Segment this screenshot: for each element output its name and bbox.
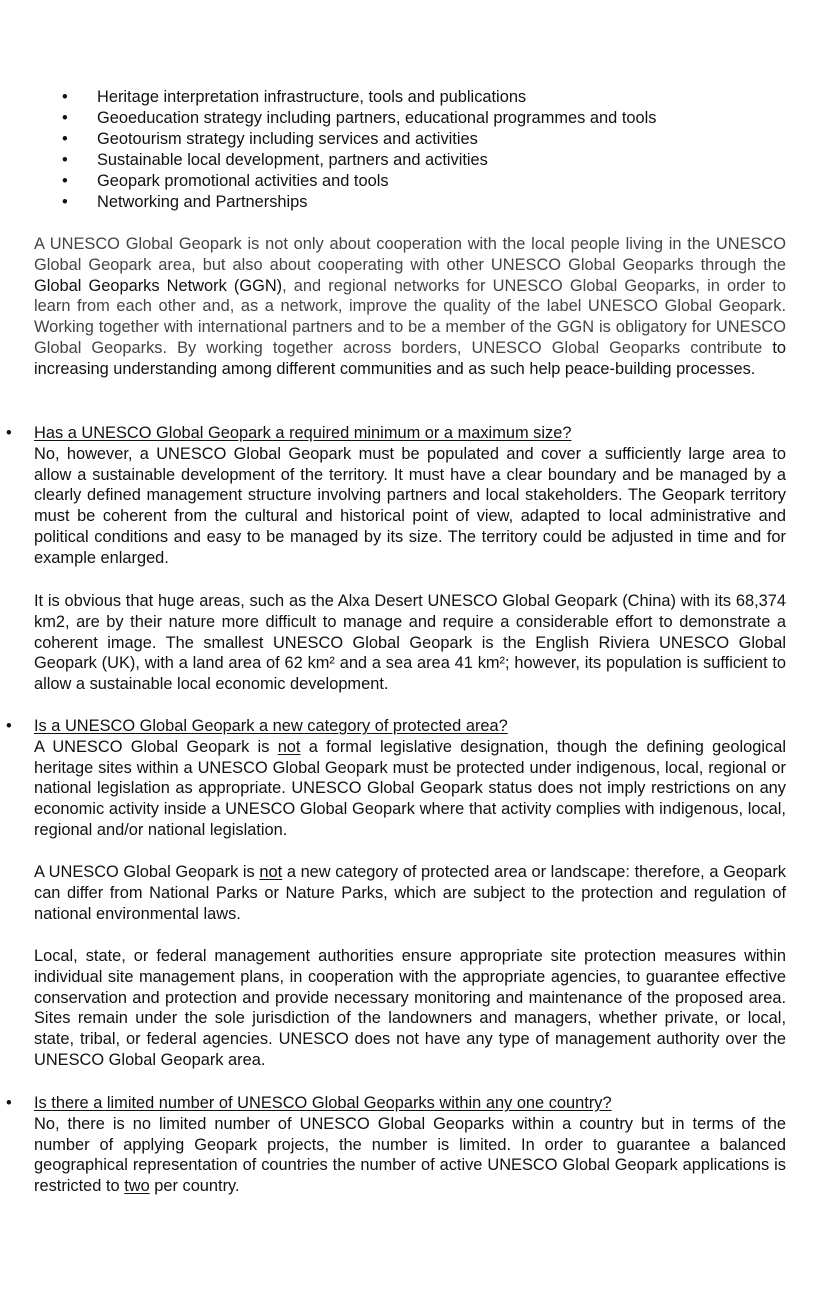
faq-answer-paragraph: A UNESCO Global Geopark is not a new category of protected area or landscape: therefore, a Geopark can differ from National Parks or Nature Parks, which are subject to the protection and regulation of national environmental laws. — [34, 863, 786, 923]
list-item: • Geopark promotional activities and tools — [62, 172, 389, 190]
faq-answer-paragraph: A UNESCO Global Geopark is not a formal legislative designation, though the defining geological heritage sites within a UNESCO Global Geopark must be protected under indigenous, local, regional or national legislation as appropriate. UNESCO Global Geopark status does not imply restrictions on any economic activity inside a UNESCO Global Geopark where that activity complies with indigenous, local, regional and/or national legislation. — [34, 737, 786, 839]
emphasis-not: not — [259, 863, 283, 881]
bullet-dot-icon: • — [62, 88, 68, 106]
bullet-dot-icon: • — [6, 717, 12, 735]
faq-question: Is there a limited number of UNESCO Global Geoparks within any one country? — [34, 1094, 612, 1112]
bullet-dot-icon: • — [6, 424, 12, 442]
list-item: • Sustainable local development, partners and activities — [62, 151, 488, 169]
faq-protected-area — [34, 716, 786, 841]
ggn-term: Global Geoparks Network (GGN) — [34, 276, 283, 295]
emphasis-not: not — [277, 737, 301, 756]
bullet-dot-icon: • — [62, 193, 68, 211]
faq-protected-area-paragraph-3 — [34, 946, 786, 1071]
faq-answer-paragraph: It is obvious that huge areas, such as the Alxa Desert UNESCO Global Geopark (China) with its 68,374 km2, are by their nature more difficult to manage and require a considerable effort to demonstrate a coherent image. The smallest UNESCO Global Geopark is the English Riviera UNESCO Global Geopark (UK), with a land area of 62 km² and a sea area 41 km²; however, its population is sufficient to allow a sustainable local economic development. — [34, 592, 786, 694]
bullet-dot-icon: • — [6, 1094, 12, 1112]
bullet-dot-icon: • — [62, 151, 68, 169]
faq-size-paragraph-2 — [34, 591, 786, 695]
faq-question: Has a UNESCO Global Geopark a required minimum or a maximum size? — [34, 424, 572, 442]
bullet-list — [0, 87, 656, 213]
faq-country-limit — [34, 1093, 786, 1197]
bullet-dot-icon: • — [62, 109, 68, 127]
list-item: • Geotourism strategy including services and activities — [62, 130, 478, 148]
list-item: • Heritage interpretation infrastructure, tools and publications — [62, 88, 527, 106]
bullet-dot-icon: • — [62, 130, 68, 148]
faq-size — [34, 423, 786, 569]
list-item: • Networking and Partnerships — [62, 193, 308, 211]
emphasis-two: two — [124, 1177, 150, 1196]
faq-question: Is a UNESCO Global Geopark a new category of protected area? — [34, 717, 508, 735]
faq-answer-paragraph: No, however, a UNESCO Global Geopark must be populated and cover a sufficiently large area to allow a sustainable development of the territory. It must have a clear boundary and be managed by a clearly defined management structure involving partners and local stakeholders. The Geopark territory must be coherent from the cultural and historical point of view, adapted to local administrative and political conditions and easy to be managed by its size. The territory could be adjusted in time and for example enlarged. — [34, 444, 786, 567]
faq-answer-paragraph: No, there is no limited number of UNESCO Global Geoparks within a country but in terms of the number of applying Geopark projects, the number is limited. In order to guarantee a balanced geographical representation of countries the number of active UNESCO Global Geopark applications is restricted to two per country. — [34, 1114, 786, 1196]
intro-paragraph: A UNESCO Global Geopark is not only about cooperation with the local people living in the UNESCO Global Geopark area, but also about cooperating with other UNESCO Global Geoparks through the Global Geoparks Network (GGN), and regional networks for UNESCO Global Geoparks, in order to learn from each other and, as a network, improve the quality of the label UNESCO Global Geopark. Working together with international partners and to be a member of the GGN is obligatory for UNESCO Global Geoparks. By working together across borders, UNESCO Global Geoparks contribute to increasing understanding among different communities and as such help peace-building processes. — [34, 235, 786, 378]
faq-answer-paragraph: Local, state, or federal management authorities ensure appropriate site protection measures within individual site management plans, in cooperation with the appropriate agencies, to guarantee effective conservation and protection and provide necessary monitoring and maintenance of the proposed area. Sites remain under the sole jurisdiction of the landowners and managers, whether private, or local, state, tribal, or federal agencies. UNESCO does not have any type of management authority over the UNESCO Global Geopark area. — [34, 947, 786, 1069]
faq-protected-area-paragraph-2 — [34, 862, 786, 924]
list-item: • Geoeducation strategy including partners, educational programmes and tools — [62, 109, 657, 127]
bullet-dot-icon: • — [62, 172, 68, 190]
